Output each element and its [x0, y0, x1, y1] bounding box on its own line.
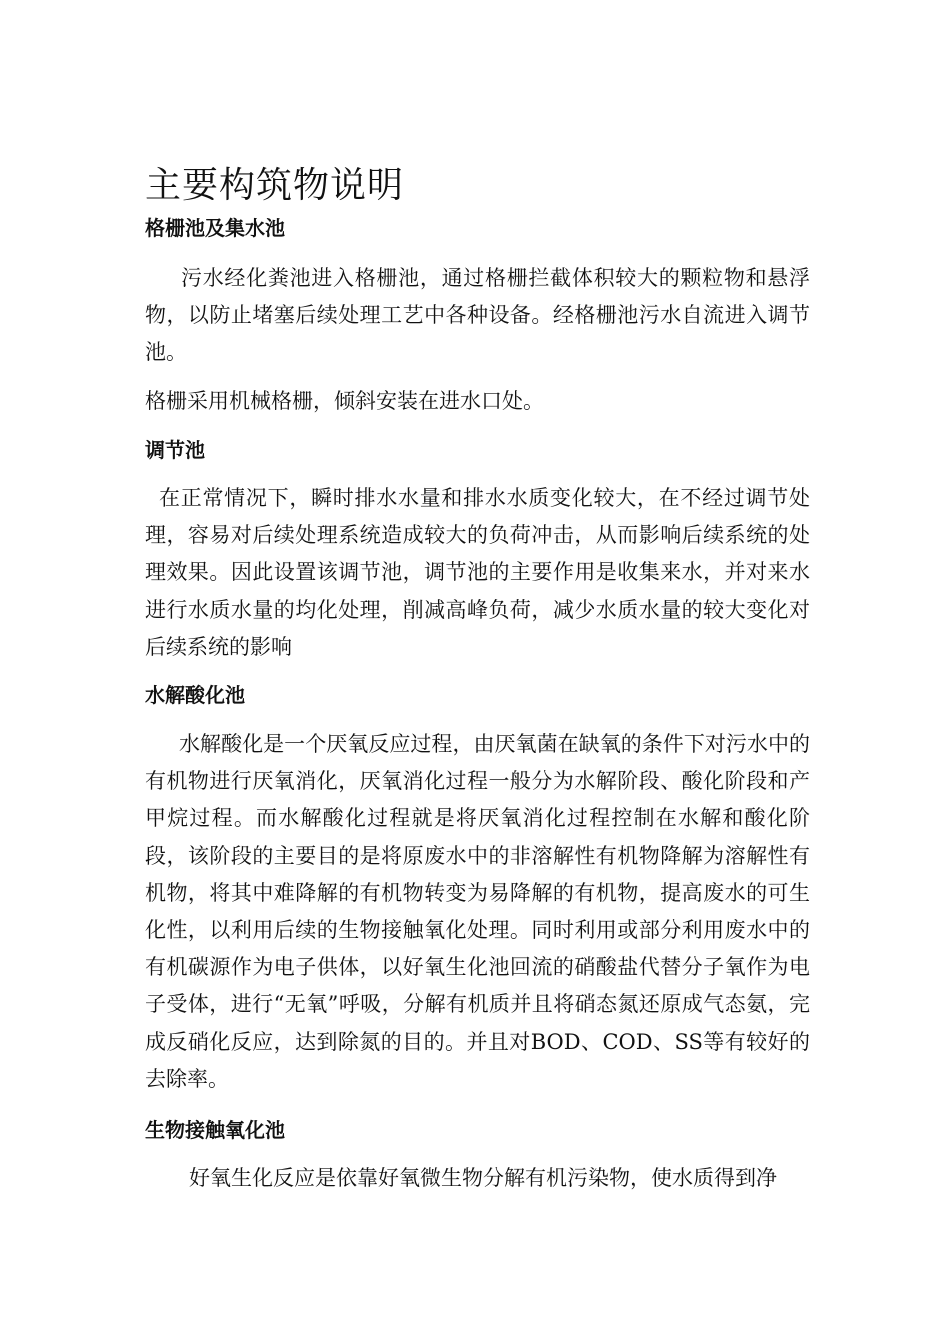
section-heading-hydrolysis-tank: 水解酸化池 — [145, 683, 245, 707]
section-heading-equalization-tank: 调节池 — [145, 438, 205, 462]
section-heading-screen-tank: 格栅池及集水池 — [145, 216, 285, 240]
paragraph-screen-tank-2: 格栅采用机械格栅，倾斜安装在进水口处。 — [145, 389, 544, 413]
section-heading-contact-oxidation-tank: 生物接触氧化池 — [145, 1118, 285, 1142]
paragraph-contact-oxidation-tank: 好氧生化反应是依靠好氧微生物分解有机污染物，使水质得到净 — [189, 1166, 777, 1190]
paragraph-hydrolysis-tank: 水解酸化是一个厌氧反应过程，由厌氧菌在缺氧的条件下对污水中的有机物进行厌氧消化，厌氧消化过程一般分为水解阶段、酸化阶段和产甲烷过程。而水解酸化过程就是将厌氧消化过程控制在水解和酸化阶段，该阶段的主要目的是将原废水中的非溶解性有机物降解为溶解性有机物，将其中难降解的有机物转变为易降解的有机物，提高废水的可生化性，以利用后续的生物接触氧化处理。同时利用或部分利用废水中的有机碳源作为电子供体，以好氧生化池回流的硝酸盐代替分子氧作为电子受体，进行“无氧”呼吸，分解有机质并且将硝态氮还原成气态氨，完成反硝化反应，达到除氮的目的。并且对BOD、COD、SS等有较好的去除率。 — [145, 732, 810, 1091]
paragraph-screen-tank-1: 污水经化粪池进入格栅池，通过格栅拦截体积较大的颗粒物和悬浮物，以防止堵塞后续处理工艺中各种设备。经格栅池污水自流进入调节池。 — [145, 266, 810, 365]
page-title: 主要构筑物说明 — [145, 165, 405, 207]
paragraph-equalization-tank: 在正常情况下，瞬时排水水量和排水水质变化较大，在不经过调节处理，容易对后续处理系统造成较大的负荷冲击，从而影响后续系统的处理效果。因此设置该调节池，调节池的主要作用是收集来水，并对来水进行水质水量的均化处理，削减高峰负荷，减少水质水量的较大变化对后续系统的影响 — [145, 486, 810, 659]
